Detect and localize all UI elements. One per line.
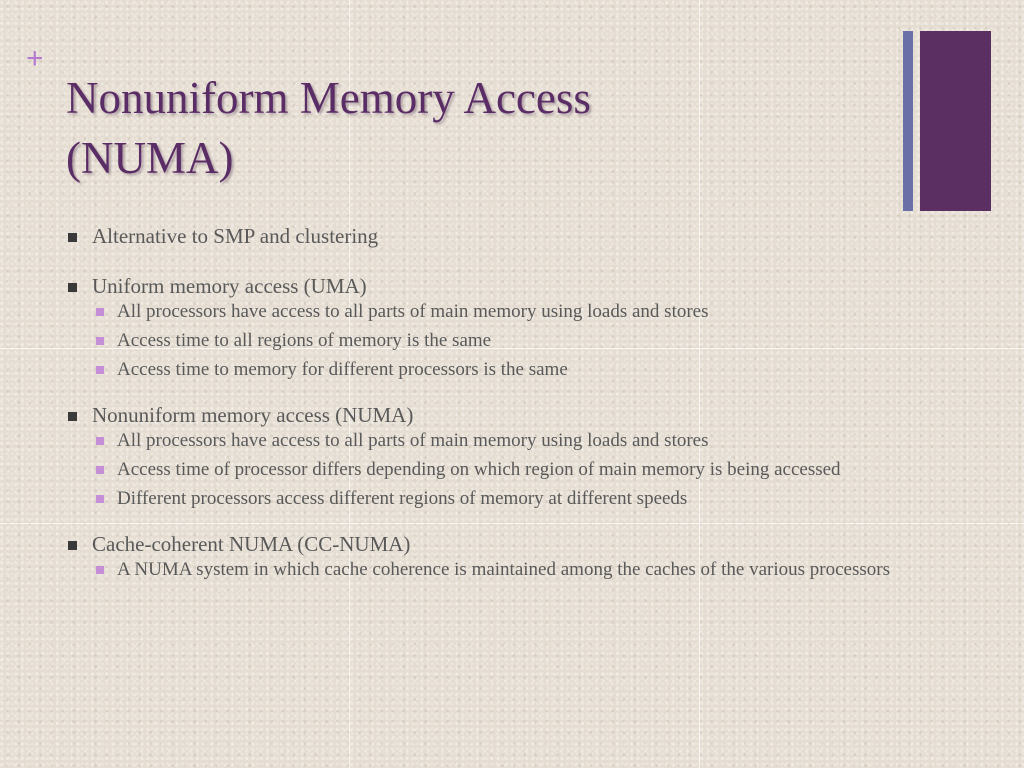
bullet-text: Alternative to SMP and clustering — [92, 224, 379, 248]
slide-body — [66, 222, 906, 580]
accent-bar-thin — [903, 31, 913, 211]
sub-bullet-list — [66, 431, 906, 509]
sub-bullet-item — [66, 460, 906, 480]
square-sub-bullet-icon — [96, 566, 104, 574]
square-sub-bullet-icon — [96, 366, 104, 374]
sub-bullet-item — [66, 331, 906, 351]
square-sub-bullet-icon — [96, 437, 104, 445]
sub-bullet-text: Access time of processor differs depending on which region of main memory is being accessed — [117, 459, 841, 480]
sub-bullet-list — [66, 302, 906, 380]
square-bullet-icon — [68, 283, 77, 292]
bullet-text: Nonuniform memory access (NUMA) — [92, 403, 414, 427]
sub-bullet-text: A NUMA system in which cache coherence is maintained among the caches of the various processors — [117, 559, 890, 580]
sub-bullet-item — [66, 360, 906, 380]
square-bullet-icon — [68, 233, 77, 242]
title-line-1: Nonuniform Memory Access — [66, 73, 591, 123]
bullet-item — [66, 401, 906, 430]
sub-bullet-text: All processors have access to all parts of main memory using loads and stores — [117, 301, 709, 322]
sub-bullet-item — [66, 302, 906, 322]
square-sub-bullet-icon — [96, 466, 104, 474]
sub-bullet-list — [66, 560, 906, 580]
square-bullet-icon — [68, 541, 77, 550]
bullet-text: Uniform memory access (UMA) — [92, 274, 367, 298]
slide-title — [66, 68, 866, 188]
accent-bar-wide — [920, 31, 991, 211]
sub-bullet-text: Access time to all regions of memory is the same — [117, 330, 492, 351]
bullet-item — [66, 222, 906, 251]
square-sub-bullet-icon — [96, 495, 104, 503]
sub-bullet-text: All processors have access to all parts of main memory using loads and stores — [117, 430, 709, 451]
sub-bullet-text: Different processors access different regions of memory at different speeds — [117, 488, 688, 509]
square-sub-bullet-icon — [96, 308, 104, 316]
bullet-text: Cache-coherent NUMA (CC-NUMA) — [92, 532, 411, 556]
square-bullet-icon — [68, 412, 77, 421]
sub-bullet-item — [66, 431, 906, 451]
plus-icon: + — [26, 42, 44, 75]
square-sub-bullet-icon — [96, 337, 104, 345]
sub-bullet-text: Access time to memory for different processors is the same — [117, 359, 568, 380]
bullet-item — [66, 272, 906, 301]
title-line-2: (NUMA) — [66, 133, 234, 183]
sub-bullet-item — [66, 489, 906, 509]
bullet-item — [66, 530, 906, 559]
sub-bullet-item — [66, 560, 906, 580]
